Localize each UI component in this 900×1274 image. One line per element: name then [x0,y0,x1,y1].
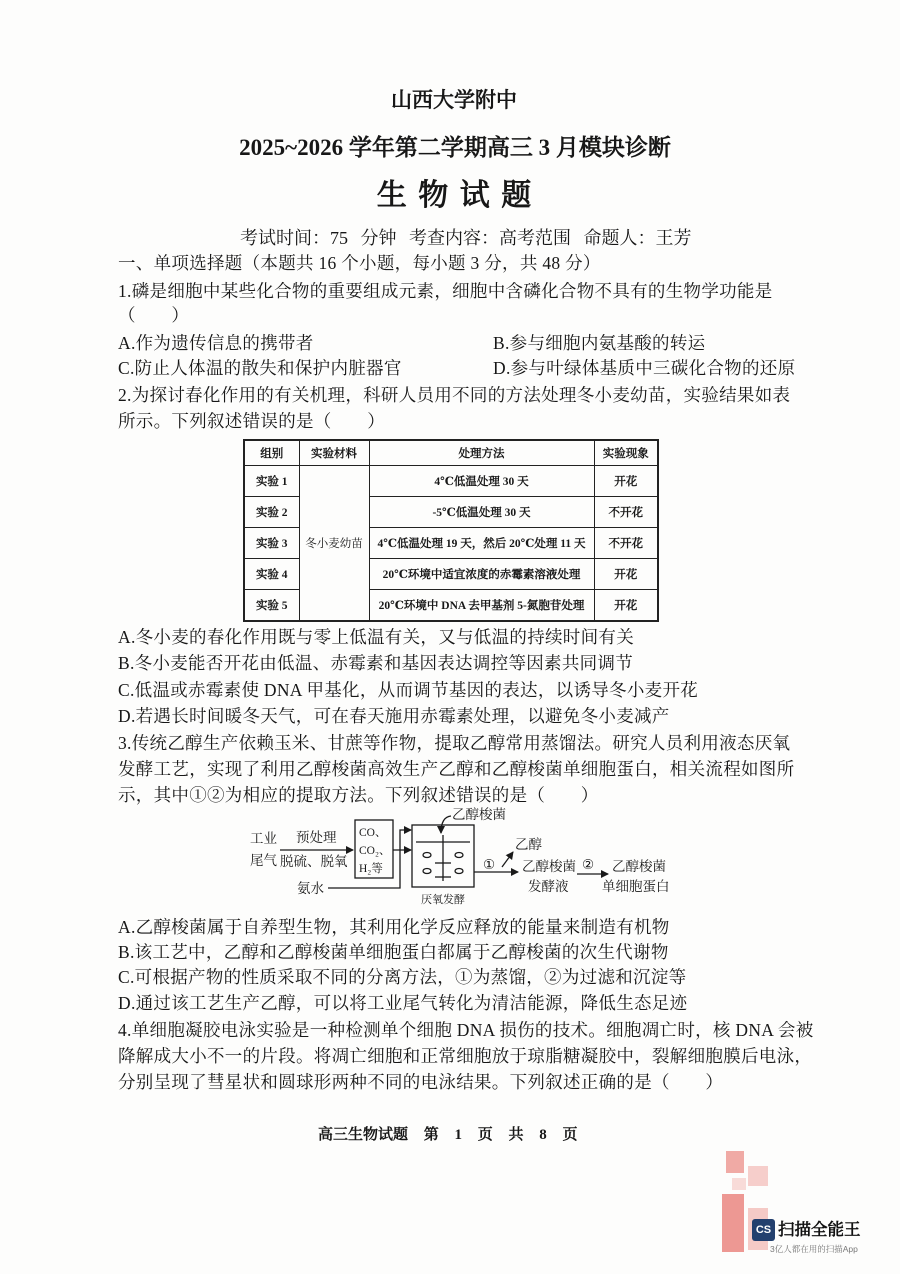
camscanner-name: 扫描全能王 [778,1221,861,1239]
method-2-label: ② [582,857,595,872]
group-cell: 实验 3 [244,528,299,559]
school-name: 山西大学附中 [391,88,517,112]
exam-term-title: 2025~2026 学年第二学期高三 3 月模块诊断 [239,135,671,160]
question-1-stem-line: 1.磷是细胞中某些化合物的重要组成元素，细胞中含磷化合物不具有的生物学功能是 [118,281,773,301]
broth-label-top: 乙醇梭菌 [522,859,576,874]
camscanner-tagline: 3亿人都在用的扫描App [770,1244,858,1254]
bubble-icon [455,869,463,874]
table-header-row [244,440,658,466]
gas-h2-label: H₂等 [359,863,383,875]
ethanol-arrow [502,852,513,867]
question-3-stem-line: 发酵工艺，实现了利用乙醇梭菌高效生产乙醇和乙醇梭菌单细胞蛋白，相关流程如图所 [118,759,795,779]
column-header-method: 处理方法 [369,440,594,466]
column-header-group: 组别 [244,440,299,466]
logo-block [726,1151,744,1173]
result-cell: 开花 [594,590,658,622]
pretreatment-label: 预处理 [296,830,337,845]
question-3-stem-line: 示，其中①②为相应的提取方法。下列叙述错误的是（ ） [118,785,599,805]
question-1-answer-blank: （ ） [118,305,190,325]
logo-block [722,1194,744,1252]
gas-co2-label: CO₂、 [359,845,391,857]
option-a: A.作为遗传信息的携带者 [118,333,314,353]
question-4-stem-line: 分别呈现了彗星状和圆球形两种不同的电泳结果。下列叙述正确的是（ ） [118,1072,724,1092]
question-3-stem-line: 3.传统乙醇生产依赖玉米、甘蔗等作物，提取乙醇常用蒸馏法。研究人员利用液态厌氧 [118,733,791,753]
bubble-icon [455,853,463,858]
group-cell: 实验 5 [244,590,299,622]
exam-info: 考试时间：75 分钟 考查内容：高考范围 命题人：王芳 [240,228,692,248]
inoculum-label: 乙醇梭菌 [452,807,506,822]
group-cell: 实验 2 [244,497,299,528]
question-3-option-a: A.乙醇梭菌属于自养型生物，其利用化学反应释放的能量来制造有机物 [118,917,670,937]
protein-label-top: 乙醇梭菌 [612,859,666,874]
question-2-option-d: D.若遇长时间暖冬天气，可在春天施用赤霉素处理，以避免冬小麦减产 [118,706,670,726]
question-4-stem-line: 4.单细胞凝胶电泳实验是一种检测单个细胞 DNA 损伤的技术。细胞凋亡时，核 DNA 会被 [118,1020,814,1040]
camscanner-logo: CS [752,1219,775,1241]
result-cell: 开花 [594,559,658,590]
vernalization-experiment-table [243,439,659,622]
section-title: 一、单项选择题（本题共 16 个小题，每小题 3 分，共 48 分） [118,253,601,273]
method-cell: 4℃低温处理 19 天，然后 20℃处理 11 天 [369,528,594,559]
group-cell: 实验 1 [244,466,299,497]
question-3-option-b: B.该工艺中，乙醇和乙醇梭菌单细胞蛋白都属于乙醇梭菌的次生代谢物 [118,942,669,962]
broth-label-bottom: 发酵液 [528,879,569,894]
method-cell: 20℃环境中适宜浓度的赤霉素溶液处理 [369,559,594,590]
gas-co-label: CO、 [359,827,387,839]
question-2-stem-line: 所示。下列叙述错误的是（ ） [118,411,385,431]
fermentation-flow-diagram [240,805,680,909]
question-1-option-row [118,355,795,381]
protein-label-bottom: 单细胞蛋白 [602,879,670,894]
column-header-result: 实验现象 [594,440,658,466]
method-cell: 4℃低温处理 30 天 [369,466,594,497]
question-2-stem-line: 2.为探讨春化作用的有关机理，科研人员用不同的方法处理冬小麦幼苗，实验结果如表 [118,385,791,405]
method-cell: 20℃环境中 DNA 去甲基剂 5-氮胞苷处理 [369,590,594,622]
material-cell: 冬小麦幼苗 [299,466,369,622]
logo-block [732,1178,746,1190]
method-cell: -5℃低温处理 30 天 [369,497,594,528]
source-label-bottom: 尾气 [250,853,277,868]
question-4-stem-line: 降解成大小不一的片段。将凋亡细胞和正常细胞放于琼脂糖凝胶中，裂解细胞膜后电泳， [118,1046,813,1066]
question-2-option-b: B.冬小麦能否开花由低温、赤霉素和基因表达调控等因素共同调节 [118,653,634,673]
subject-title: 生 物 试 题 [376,179,534,212]
ammonia-label: 氨水 [297,881,324,896]
bubble-icon [423,869,431,874]
method-1-label: ① [483,857,496,872]
column-header-material: 实验材料 [299,440,369,466]
tank-label: 厌氧发酵 [421,894,465,906]
desulfurization-label: 脱硫、脱氧 [280,854,348,869]
bubble-icon [423,853,431,858]
result-cell: 不开花 [594,497,658,528]
group-cell: 实验 4 [244,559,299,590]
question-3-option-c: C.可根据产物的性质采取不同的分离方法，①为蒸馏，②为过滤和沉淀等 [118,967,687,987]
option-c: C.防止人体温的散失和保护内脏器官 [118,358,402,378]
result-cell: 不开花 [594,528,658,559]
result-cell: 开花 [594,466,658,497]
option-b: B.参与细胞内氨基酸的转运 [493,333,706,353]
question-3-option-d: D.通过该工艺生产乙醇，可以将工业尾气转化为清洁能源，降低生态足迹 [118,993,688,1013]
question-2-option-a: A.冬小麦的春化作用既与零上低温有关，又与低温的持续时间有关 [118,627,635,647]
table-row [244,466,658,497]
question-1-option-row [118,330,705,356]
option-d: D.参与叶绿体基质中三碳化合物的还原 [493,358,796,378]
source-label-top: 工业 [250,831,277,846]
question-2-option-c: C.低温或赤霉素使 DNA 甲基化，从而调节基因的表达，以诱导冬小麦开花 [118,680,699,700]
page-footer: 高三生物试题 第 1 页 共 8 页 [318,1127,578,1143]
logo-block [748,1166,768,1186]
ethanol-label: 乙醇 [515,837,542,852]
